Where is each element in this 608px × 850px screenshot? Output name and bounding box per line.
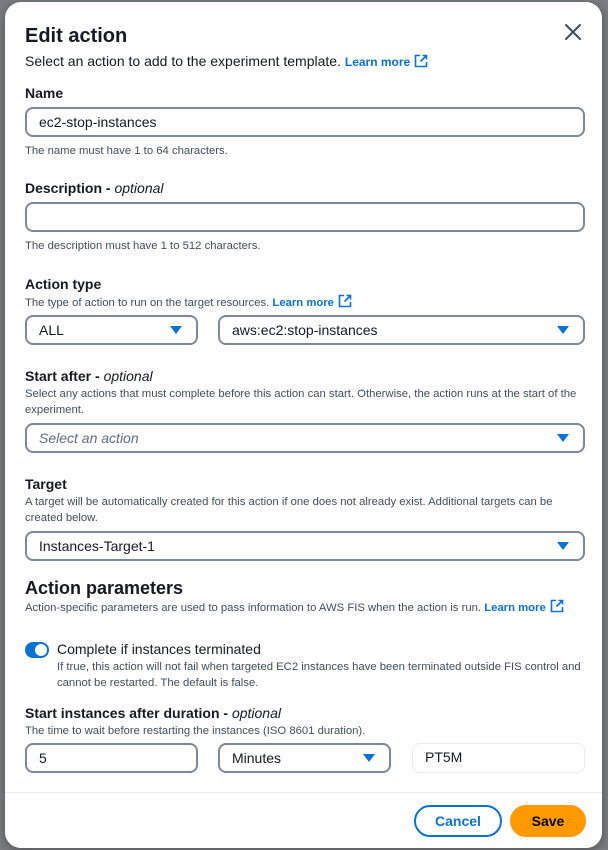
target-select[interactable] (25, 531, 585, 561)
caret-down-icon (557, 326, 569, 334)
action-type-select[interactable] (218, 315, 585, 345)
modal-body (5, 2, 602, 792)
cancel-button[interactable]: Cancel (414, 805, 502, 837)
target-label: Target (25, 476, 67, 492)
complete-if-terminated-toggle[interactable] (25, 642, 49, 658)
action-type-filter-value: ALL (39, 322, 64, 338)
action-type-label: Action type (25, 276, 102, 292)
name-hint: The name must have 1 to 64 characters. (25, 145, 228, 157)
iso-duration-readonly: PT5M (412, 743, 585, 773)
caret-down-icon (557, 542, 569, 550)
duration-amount-input[interactable]: 5 (25, 743, 198, 773)
action-type-hint: The type of action to run on the target resources. Learn more (25, 294, 352, 311)
modal-subtitle-text: Select an action to add to the experiment template. (25, 53, 341, 69)
toggle-hint: If true, this action will not fail when targeted EC2 instances have been terminated outside FIS control and cannot be restarted. The default is false. (57, 661, 581, 689)
caret-down-icon (363, 754, 375, 762)
start-after-select[interactable] (25, 423, 585, 453)
duration-unit-select[interactable] (218, 743, 391, 773)
action-parameters-hint: Action-specific parameters are used to pass information to AWS FIS when the action is run. Learn more (25, 599, 570, 616)
caret-down-icon (170, 326, 182, 334)
external-link-icon (550, 599, 564, 613)
name-label: Name (25, 85, 64, 101)
close-button[interactable] (561, 20, 585, 44)
action-type-filter-select[interactable] (25, 315, 198, 345)
description-input[interactable] (25, 202, 585, 232)
save-button[interactable]: Save (510, 805, 586, 837)
edit-action-modal (5, 2, 602, 848)
action-parameters-learn-more-link[interactable]: Learn more (484, 602, 564, 614)
external-link-icon (414, 54, 428, 68)
start-after-placeholder: Select an action (39, 430, 139, 446)
action-parameters-title: Action parameters (25, 578, 184, 598)
start-after-hint: Select any actions that must complete before this action can start. Otherwise, the action runs at the start of the experiment. (25, 388, 577, 416)
name-input[interactable]: ec2-stop-instances (25, 107, 585, 137)
start-after-label: Start after - optional (25, 368, 153, 384)
start-duration-label: Start instances after duration - optional (25, 705, 281, 721)
caret-down-icon (557, 434, 569, 442)
modal-subtitle (25, 52, 428, 71)
modal-title: Edit action (25, 25, 128, 47)
action-type-value: aws:ec2:stop-instances (232, 322, 378, 338)
modal-footer (5, 792, 602, 848)
description-label: Description - optional (25, 180, 164, 196)
description-hint: The description must have 1 to 512 characters. (25, 240, 261, 252)
action-type-learn-more-link[interactable]: Learn more (272, 297, 352, 309)
learn-more-link[interactable]: Learn more (345, 55, 428, 69)
start-duration-hint: The time to wait before restarting the instances (ISO 8601 duration). (25, 725, 366, 737)
external-link-icon (338, 294, 352, 308)
toggle-label: Complete if instances terminated (57, 641, 261, 657)
target-value: Instances-Target-1 (39, 538, 155, 554)
close-icon (561, 20, 585, 44)
duration-unit-value: Minutes (232, 750, 282, 766)
target-hint: A target will be automatically created for this action if one does not already exist. Additional targets can be created below. (25, 496, 553, 524)
